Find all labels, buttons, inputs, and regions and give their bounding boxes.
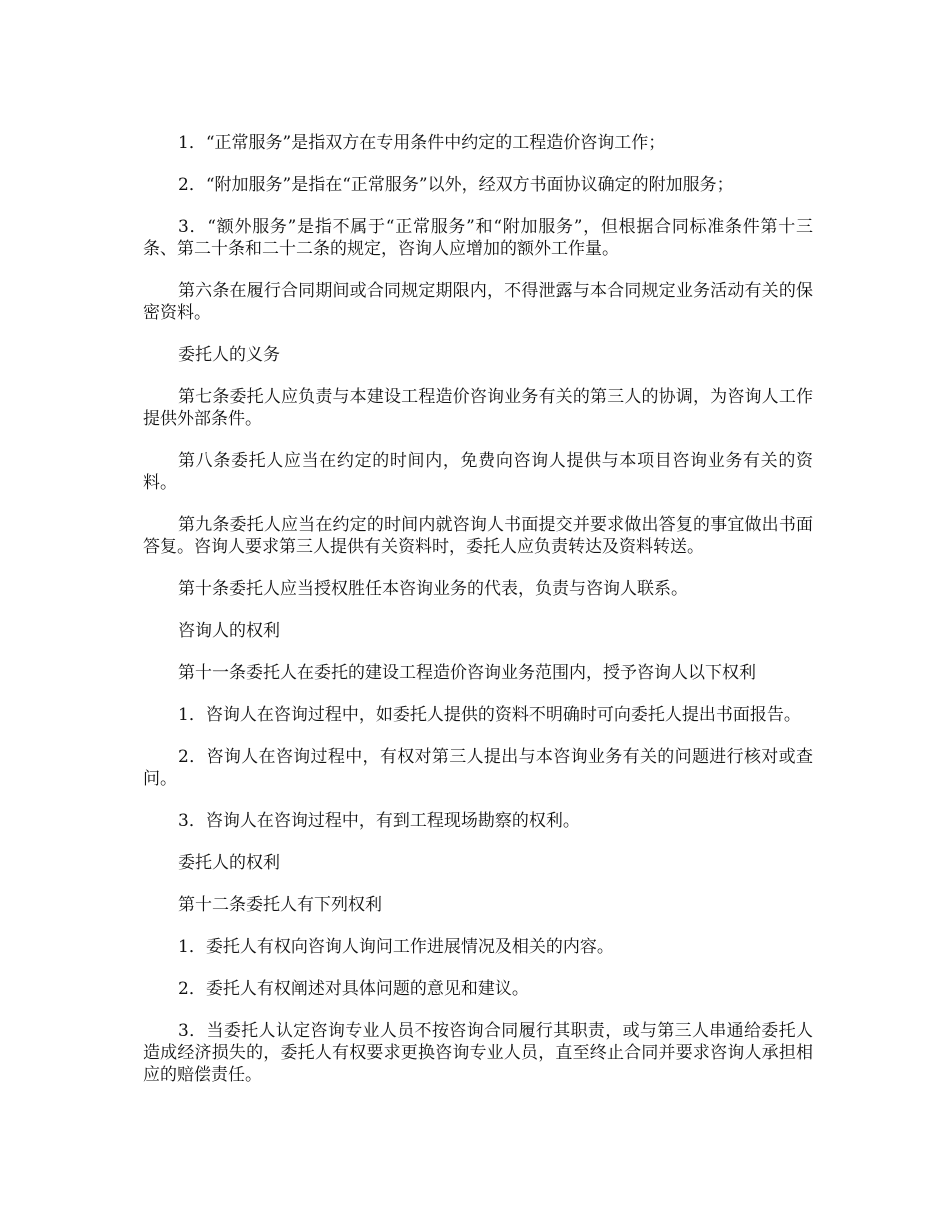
paragraph-additional-service: 2．“附加服务”是指在“正常服务”以外，经双方书面协议确定的附加服务；	[178, 175, 734, 195]
paragraph-normal-service: 1．“正常服务”是指双方在专用条件中约定的工程造价咨询工作；	[178, 133, 666, 153]
paragraph-client-right-2: 2．委托人有权阐述对具体问题的意见和建议。	[178, 979, 529, 999]
paragraph-consultant-right-2: 2．咨询人在咨询过程中，有权对第三人提出与本咨询业务有关的问题进行核对或查问。	[143, 747, 813, 789]
section-heading-consultant-rights: 咨询人的权利	[178, 621, 280, 641]
paragraph-article-12: 第十二条委托人有下列权利	[178, 895, 382, 915]
paragraph-client-right-3: 3．当委托人认定咨询专业人员不按咨询合同履行其职责，或与第三人串通给委托人造成经济损失的，委托人有权要求更换咨询专业人员，直至终止合同并要求咨询人承担相应的赔偿责任。	[143, 1021, 813, 1085]
paragraph-extra-service: 3．“额外服务”是指不属于“正常服务”和“附加服务”，但根据合同标准条件第十三条、第二十条和二十二条的规定，咨询人应增加的额外工作量。	[143, 217, 813, 259]
paragraph-client-right-1: 1．委托人有权向咨询人询问工作进展情况及相关的内容。	[178, 937, 614, 957]
paragraph-article-6: 第六条在履行合同期间或合同规定期限内，不得泄露与本合同规定业务活动有关的保密资料。	[143, 281, 813, 323]
paragraph-article-8: 第八条委托人应当在约定的时间内，免费向咨询人提供与本项目咨询业务有关的资料。	[143, 451, 813, 493]
paragraph-article-11: 第十一条委托人在委托的建设工程造价咨询业务范围内，授予咨询人以下权利	[178, 663, 756, 683]
section-heading-client-obligations: 委托人的义务	[178, 345, 280, 365]
section-heading-client-rights: 委托人的权利	[178, 853, 280, 873]
paragraph-article-10: 第十条委托人应当授权胜任本咨询业务的代表，负责与咨询人联系。	[178, 579, 688, 599]
paragraph-consultant-right-3: 3．咨询人在咨询过程中，有到工程现场勘察的权利。	[178, 811, 580, 831]
document-body	[143, 132, 813, 1106]
paragraph-article-7: 第七条委托人应负责与本建设工程造价咨询业务有关的第三人的协调，为咨询人工作提供外部条件。	[143, 387, 813, 429]
paragraph-consultant-right-1: 1．咨询人在咨询过程中，如委托人提供的资料不明确时可向委托人提出书面报告。	[178, 705, 801, 725]
paragraph-article-9: 第九条委托人应当在约定的时间内就咨询人书面提交并要求做出答复的事宜做出书面答复。咨询人要求第三人提供有关资料时，委托人应负责转达及资料转送。	[143, 515, 813, 557]
